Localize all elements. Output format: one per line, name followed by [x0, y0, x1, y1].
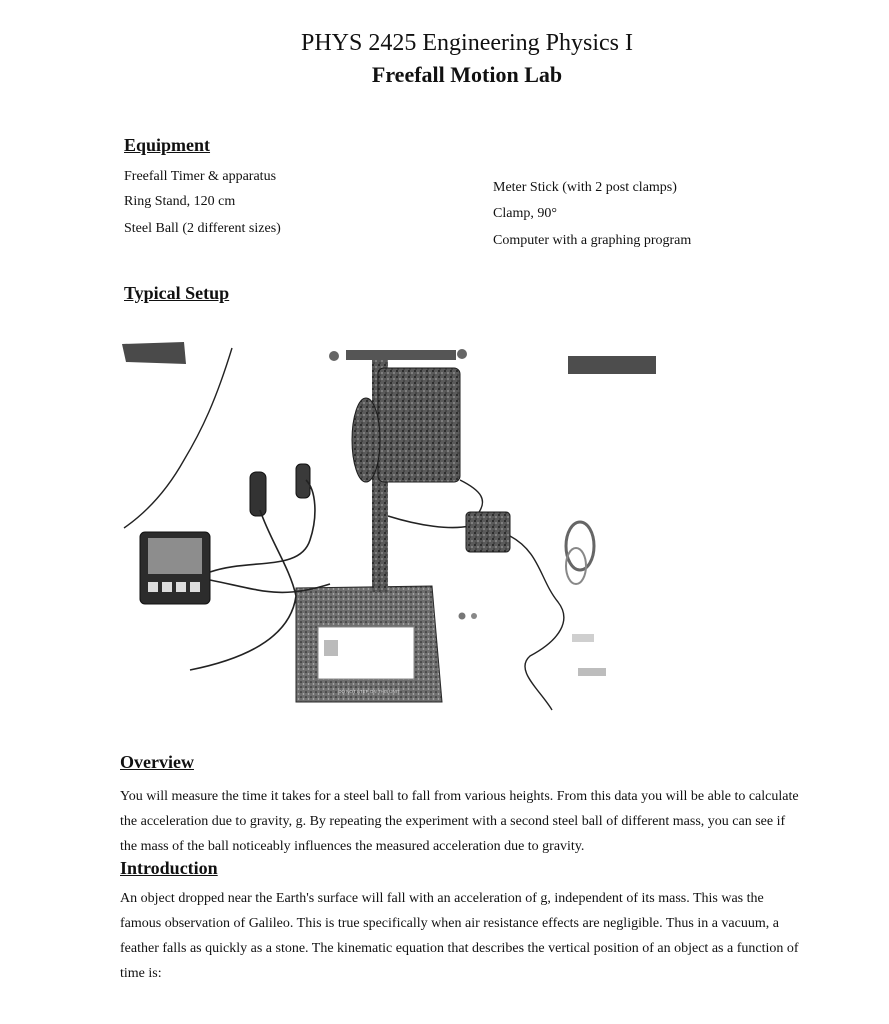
steel-ball [471, 613, 477, 619]
clamp-knob [457, 349, 467, 359]
equipment-item: Steel Ball (2 different sizes) [124, 221, 281, 236]
overview-heading: Overview [120, 752, 194, 772]
setup-heading: Typical Setup [124, 283, 230, 303]
timer-display [148, 538, 202, 574]
introduction-heading: Introduction [120, 858, 218, 878]
timer-key [190, 582, 200, 592]
equipment-heading: Equipment [124, 135, 211, 155]
cable [510, 536, 564, 710]
sensor-cylinder [250, 472, 266, 516]
timer-key [148, 582, 158, 592]
steel-ball [459, 613, 466, 620]
coiled-cord [566, 548, 586, 584]
cable [388, 516, 470, 528]
equipment-item: Clamp, 90° [493, 206, 557, 221]
equipment-item: Freefall Timer & apparatus [124, 169, 277, 184]
coiled-cord [566, 522, 594, 570]
tape-strip [122, 342, 186, 364]
wire [124, 348, 232, 528]
small-part [578, 668, 606, 676]
setup-photo [120, 340, 680, 720]
overview-text: You will measure the time it takes for a steel ball to fall from various heights. From this data you will be able to calculate the acceleration due to gravity, g. By repeating the experiment with a second steel ball of different mass, you can see if the mass of the ball noticeably influences the measured acceleration due to gravity. [120, 789, 799, 854]
equipment-item: Meter Stick (with 2 post clamps) [493, 180, 677, 195]
equipment-item: Computer with a graphing program [493, 233, 692, 248]
course-title: PHYS 2425 Engineering Physics I [301, 30, 633, 56]
timer-key [176, 582, 186, 592]
clamp-knob [329, 351, 339, 361]
equipment-item: Ring Stand, 120 cm [124, 194, 236, 209]
timer-key [162, 582, 172, 592]
introduction-text: An object dropped near the Earth's surface will fall with an acceleration of g, independent of its mass. This was the famous observation of Galileo. This is true specifically when air resistance effects are negligible. Thus in a vacuum, a feather falls as quickly as a stone. The kinematic equation that describes the vertical position of an object as a function of time is: [120, 891, 799, 981]
top-clamp [346, 350, 456, 360]
tape-strip [568, 356, 656, 374]
base-warning-text: DO NOT STEP ON THIS UNIT [338, 689, 400, 694]
lab-title: Freefall Motion Lab [371, 62, 563, 87]
small-part [572, 634, 594, 642]
release-wheel [352, 398, 380, 482]
release-mechanism [378, 368, 460, 482]
cable [460, 480, 483, 516]
base-label-icon [324, 640, 338, 656]
control-box [466, 512, 510, 552]
